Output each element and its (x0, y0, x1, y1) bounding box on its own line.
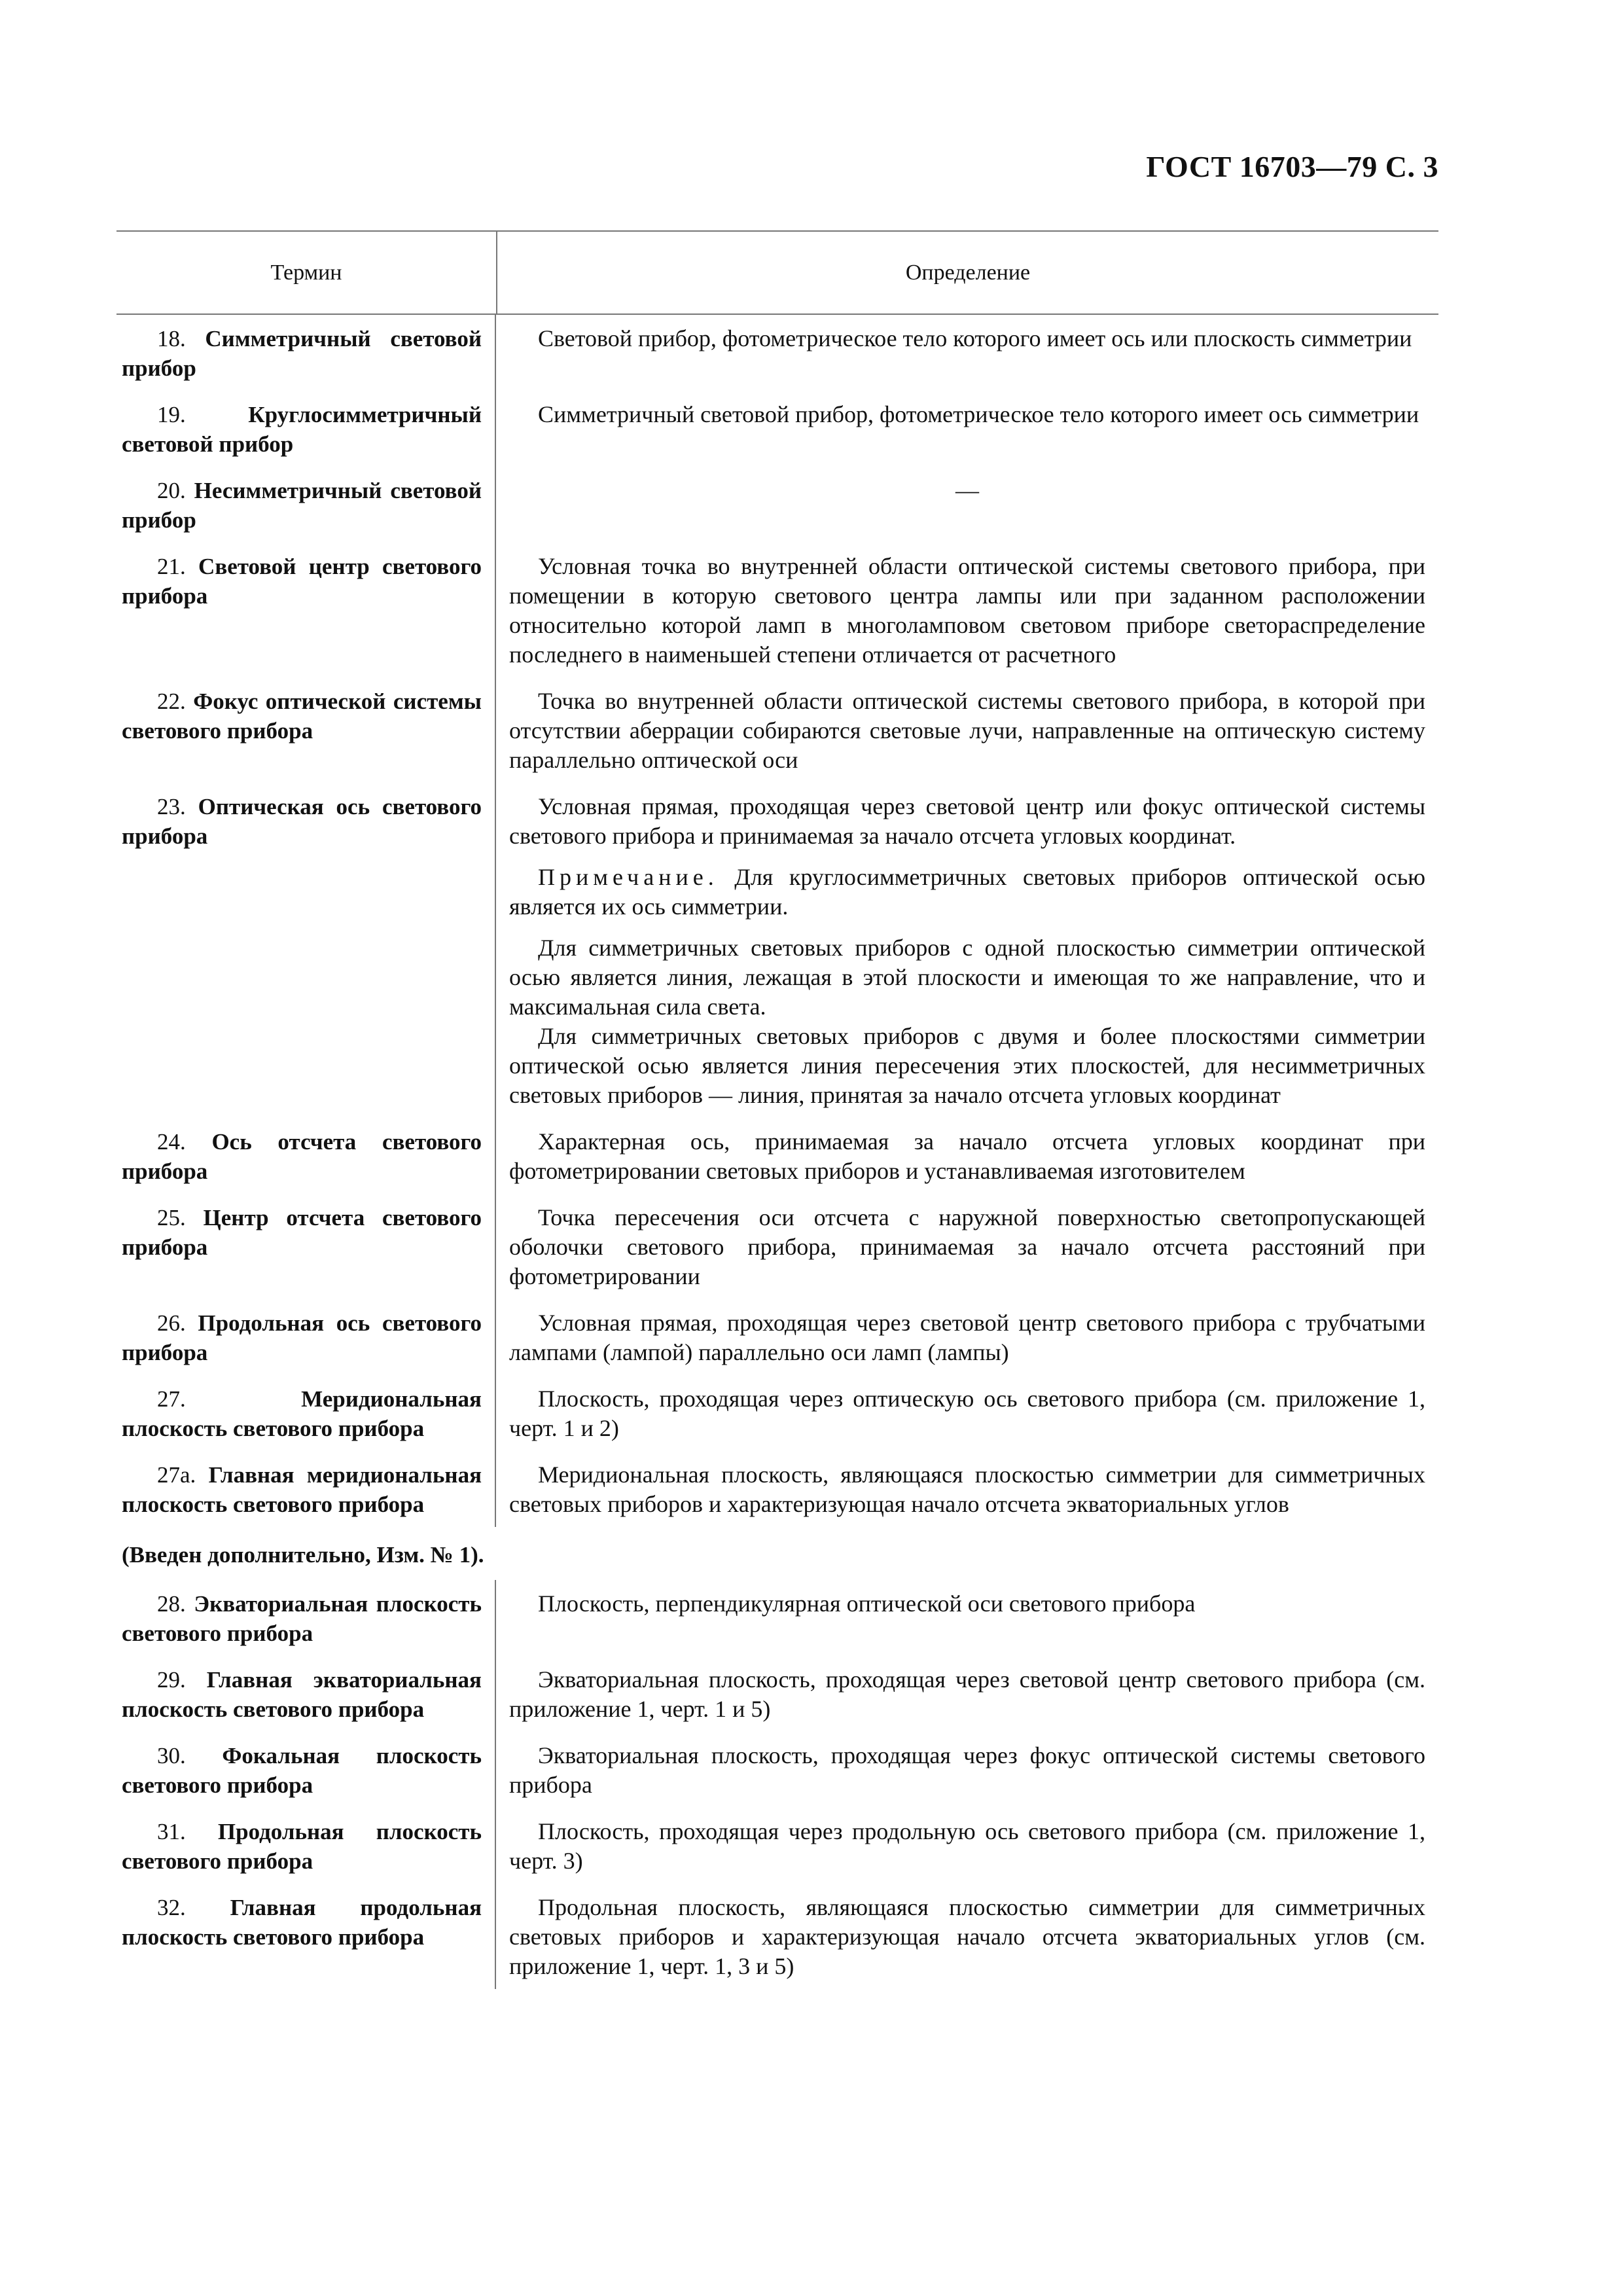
definition-text: Точка во внутренней области оптической системы светового прибора, в которой при отсутствии аберрации собираются световые лучи, направленные на оптическую систему параллельно оптической оси (509, 688, 1425, 773)
term-number: 19. (157, 402, 186, 427)
term-number: 20. (157, 478, 186, 503)
table-row (116, 1375, 1438, 1451)
definition-cell (496, 1375, 1438, 1451)
definition-cell (496, 1299, 1438, 1375)
definition-text: Экваториальная плоскость, проходящая через фокус оптической системы светового прибора (509, 1742, 1425, 1798)
table-row (116, 1656, 1438, 1732)
term-cell (116, 1656, 496, 1732)
term-cell (116, 1194, 496, 1299)
definition-text: Условная прямая, проходящая через световой центр светового прибора с трубчатыми лампами (лампой) параллельно оси ламп (лампы) (509, 1310, 1425, 1365)
term-cell (116, 1118, 496, 1194)
definition-text: Плоскость, перпендикулярная оптической оси светового прибора (538, 1590, 1196, 1617)
table-row (116, 1580, 1438, 1656)
term-cell (116, 315, 496, 391)
term-cell (116, 1732, 496, 1808)
term-name: Фокус оптической системы светового прибора (122, 689, 482, 744)
term-cell (116, 543, 496, 677)
table-row (116, 783, 1438, 1118)
definition-text: Условная точка во внутренней области оптической системы светового прибора, при помещении в которую светового центра лампы или при заданном расположении относительно которой ламп в многоламповом световом приборе светораспределение последнего в наименьшей степени отличается от расчетного (509, 553, 1425, 668)
term-cell (116, 1375, 496, 1451)
definition-text: — (955, 477, 979, 503)
term-number: 29. (157, 1667, 186, 1693)
term-number: 24. (157, 1129, 186, 1155)
term-number: 30. (157, 1743, 186, 1768)
term-name: Продольная плоскость светового прибора (122, 1819, 482, 1874)
definition-text: Экваториальная плоскость, проходящая через световой центр светового прибора (см. приложение 1, черт. 1 и 5) (509, 1666, 1425, 1722)
definition-text: Плоскость, проходящая через оптическую ось светового прибора (см. приложение 1, черт. 1 и 2) (509, 1386, 1425, 1441)
table-row (116, 1299, 1438, 1375)
definition-cell (496, 1194, 1438, 1299)
definition-cell (496, 1808, 1438, 1884)
term-number: 27а. (157, 1462, 196, 1488)
table-row (116, 467, 1438, 543)
term-number: 25. (157, 1205, 186, 1230)
definition-cell (496, 1451, 1438, 1527)
definition-cell (496, 1656, 1438, 1732)
term-cell (116, 1580, 496, 1656)
term-number: 32. (157, 1895, 186, 1920)
definition-text: Точка пересечения оси отсчета с наружной поверхностью светопропускающей оболочки светового прибора, принимаемая за начало отсчета расстояний при фотометрировании (509, 1204, 1425, 1289)
table-row (116, 1808, 1438, 1884)
table-row (116, 1194, 1438, 1299)
note-text (509, 863, 1425, 922)
definition-cell (496, 1884, 1438, 1989)
definition-cell (496, 543, 1438, 677)
term-name: Ось отсчета светового прибора (122, 1129, 482, 1184)
definition-cell (496, 1118, 1438, 1194)
table-row (116, 1884, 1438, 1989)
term-number: 23. (157, 794, 186, 819)
terms-table (116, 230, 1438, 1989)
term-cell (116, 1451, 496, 1527)
term-name: Фокальная плоскость светового прибора (122, 1743, 482, 1798)
note-label: Примечание. (538, 864, 719, 890)
term-name: Главная меридиональная плоскость светового прибора (122, 1462, 482, 1517)
term-name: Оптическая ось светового прибора (122, 794, 482, 849)
definition-cell (496, 1732, 1438, 1808)
term-name: Несимметричный световой прибор (122, 478, 482, 533)
term-cell (116, 1808, 496, 1884)
column-header-term: Термин (116, 232, 497, 314)
definition-cell (496, 391, 1438, 467)
term-number: 28. (157, 1591, 186, 1617)
term-name: Симметричный световой прибор (122, 326, 482, 381)
table-header-row (116, 232, 1438, 315)
table-row (116, 543, 1438, 677)
column-header-definition: Определение (905, 260, 1031, 285)
term-cell (116, 467, 496, 543)
term-cell (116, 391, 496, 467)
term-number: 26. (157, 1310, 186, 1336)
table-row (116, 1118, 1438, 1194)
note-body: Для круглосимметричных световых приборов оптической осью является их ось симметрии. (509, 864, 1426, 920)
term-name: Центр отсчета светового прибора (122, 1205, 482, 1260)
term-number: 21. (157, 554, 186, 579)
term-name: Главная продольная плоскость светового прибора (122, 1895, 482, 1950)
definition-text: Продольная плоскость, являющаяся плоскостью симметрии для симметричных световых приборов и характеризующая начало отсчета экваториальных углов (см. приложение 1, черт. 1, 3 и 5) (509, 1894, 1425, 1979)
term-number: 31. (157, 1819, 186, 1844)
definition-cell (496, 1580, 1438, 1656)
term-name: Меридиональная плоскость светового прибора (122, 1386, 482, 1441)
term-name: Круглосимметричный световой прибор (122, 402, 482, 457)
table-row (116, 1451, 1438, 1527)
definition-cell (496, 315, 1438, 391)
term-number: 27. (157, 1386, 186, 1412)
definition-text: Условная прямая, проходящая через световой центр или фокус оптической системы светового прибора и принимаемая за начало отсчета угловых координат. (509, 793, 1425, 849)
note-text: Для симметричных световых приборов с двумя и более плоскостями симметрии оптической осью является линия пересечения этих плоскостей, для несимметричных световых приборов — линия, принятая за начало отсчета угловых координат (509, 1023, 1425, 1108)
term-name: Продольная ось светового прибора (122, 1310, 482, 1365)
note-text: Для симметричных световых приборов с одной плоскостью симметрии оптической осью является линия, лежащая в этой плоскости и имеющая то же направление, что и максимальная сила света. (509, 935, 1425, 1020)
definition-text: Меридиональная плоскость, являющаяся плоскостью симметрии для симметричных световых приборов и характеризующая начало отсчета экваториальных углов (509, 1462, 1425, 1517)
term-cell (116, 1299, 496, 1375)
definition-text: Симметричный световой прибор, фотометрическое тело которого имеет ось симметрии (538, 401, 1419, 427)
term-name: Световой центр светового прибора (122, 554, 482, 609)
table-row (116, 677, 1438, 783)
table-body (116, 315, 1438, 1989)
definition-text: Световой прибор, фотометрическое тело которого имеет ось или плоскость симметрии (538, 325, 1412, 351)
definition-cell (496, 783, 1438, 1118)
table-row (116, 1732, 1438, 1808)
table-row (116, 315, 1438, 391)
term-number: 18. (157, 326, 186, 351)
term-cell (116, 783, 496, 1118)
table-row (116, 391, 1438, 467)
definition-text: Плоскость, проходящая через продольную ось светового прибора (см. приложение 1, черт. 3) (509, 1818, 1425, 1874)
definition-cell (496, 677, 1438, 783)
definition-text: Характерная ось, принимаемая за начало отсчета угловых координат при фотометрировании световых приборов и устанавливаемая изготовителем (509, 1128, 1425, 1184)
definition-cell (496, 467, 1438, 543)
term-cell (116, 1884, 496, 1989)
term-cell (116, 677, 496, 783)
page-header: ГОСТ 16703—79 С. 3 (1146, 150, 1438, 183)
term-name: Главная экваториальная плоскость светового прибора (122, 1667, 482, 1722)
term-number: 22. (157, 689, 186, 714)
amendment-note: (Введен дополнительно, Изм. № 1). (122, 1542, 484, 1568)
term-name: Экваториальная плоскость светового прибора (122, 1591, 482, 1646)
